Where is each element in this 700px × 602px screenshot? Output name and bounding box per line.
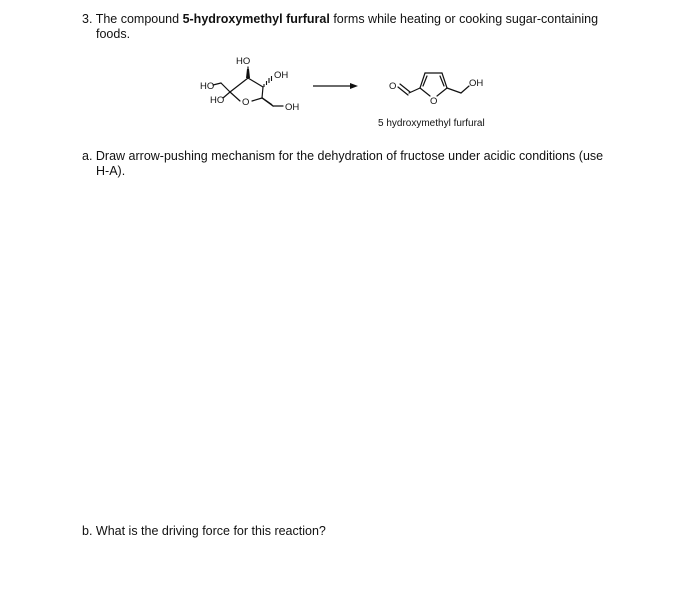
question-line-2: foods. [96, 27, 131, 41]
furan-bond-o-c2 [420, 88, 430, 96]
hashed-bond-c4-oh [264, 76, 272, 87]
label-ho-top: HO [236, 56, 251, 67]
ring-bond-c5-o [252, 98, 262, 101]
bond-c2-ch2 [221, 83, 230, 92]
bond-c2-oh [223, 92, 230, 98]
furan-bond-c4-c5 [442, 73, 447, 88]
part-b: b. What is the driving force for this reaction? [82, 524, 326, 538]
ring-bond-o-c2 [230, 92, 240, 101]
wedge-bond-c5 [262, 97, 274, 107]
question-line-1 [82, 12, 622, 27]
bond-ch2-oh [461, 86, 469, 93]
question-3 [82, 12, 622, 42]
label-oh-end: OH [469, 78, 484, 89]
furan-double-bond-left [423, 76, 427, 86]
question-text-after: forms while heating or cooking sugar-containing [333, 12, 599, 26]
question-text-before: The compound [95, 12, 180, 26]
compound-name: 5-hydroxymethyl furfural [182, 12, 330, 26]
ring-bond-c3-c4 [248, 78, 263, 87]
label-ring-o: O [242, 97, 250, 108]
fructose-structure [213, 67, 283, 106]
ring-bond-c4-c5 [262, 87, 263, 98]
bond-ring-ch2 [447, 88, 461, 93]
label-oh-wedge: OH [274, 70, 289, 81]
hmf-structure [398, 73, 469, 96]
furan-double-bond-right [440, 76, 444, 86]
label-ho-lower: HO [210, 95, 225, 106]
furan-bond-c2-c3 [420, 73, 425, 88]
part-a-line-1: a. Draw arrow-pushing mechanism for the dehydration of fructose under acidic conditions (use [82, 149, 604, 163]
label-oh-ch2: OH [285, 102, 300, 113]
bond-ch2-o [213, 83, 221, 85]
label-furan-o: O [430, 96, 438, 107]
question-number: 3. [82, 12, 93, 26]
part-a-line-2: H-A). [96, 164, 126, 178]
wedge-bond-c3 [246, 69, 250, 78]
label-ho-left: HO [200, 81, 215, 92]
reaction-arrow [313, 83, 358, 89]
aldehyde-double-bond-b [400, 84, 410, 92]
furan-bond-c5-o [437, 88, 447, 96]
ring-bond-c2-c3 [230, 78, 248, 92]
part-a [82, 149, 642, 179]
aldehyde-double-bond-a [398, 87, 408, 95]
bond-c5-ch2 [262, 98, 273, 106]
product-caption: 5 hydroxymethyl furfural [378, 118, 485, 129]
bond-cho-ring [409, 88, 420, 93]
label-aldehyde-o: O [389, 81, 397, 92]
